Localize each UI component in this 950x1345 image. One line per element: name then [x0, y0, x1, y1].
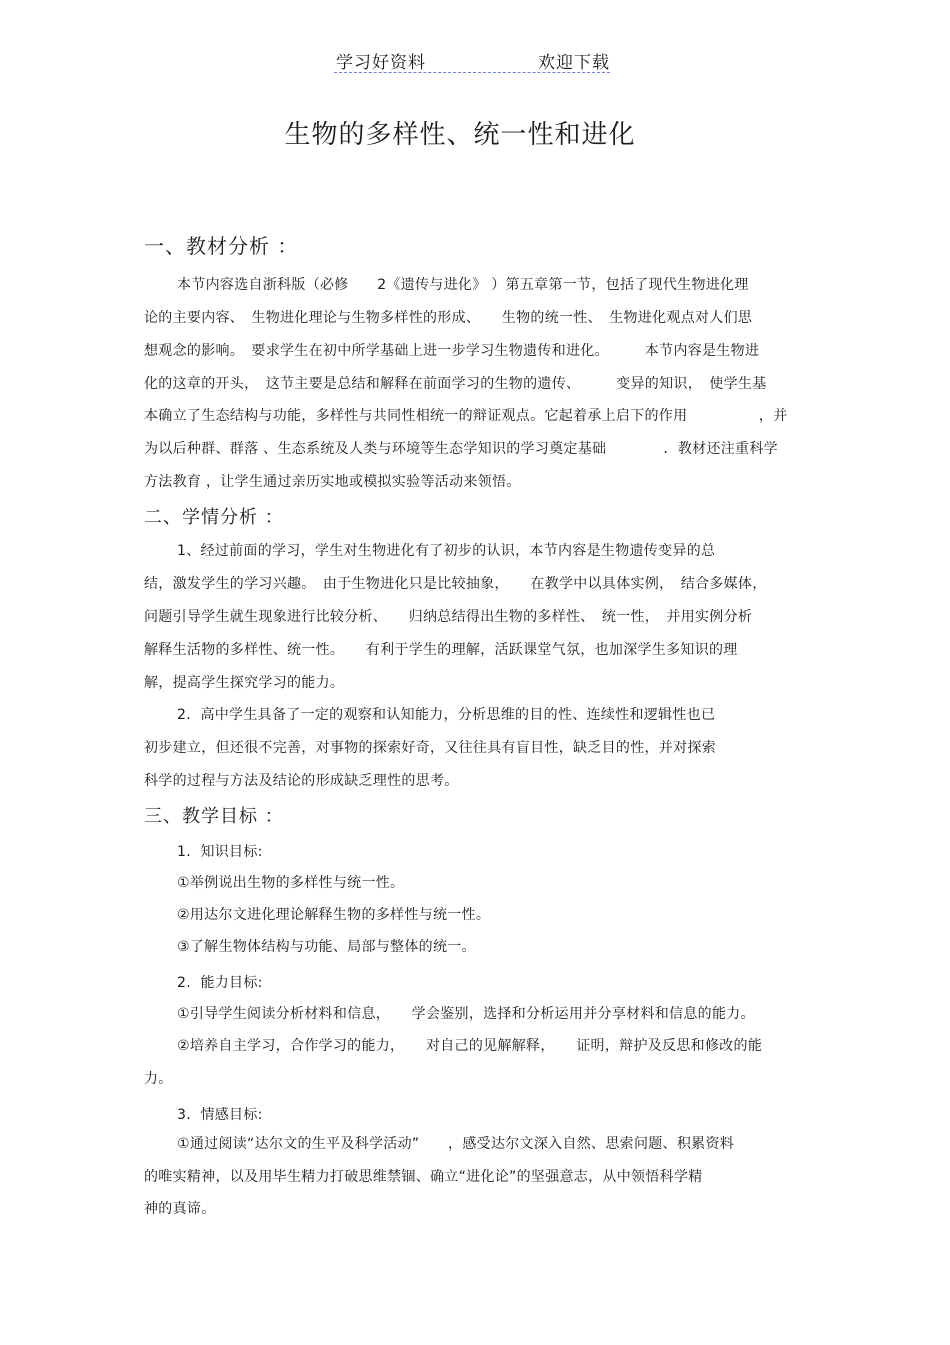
paragraph-line: 为以后种群、群落 、生态系统及人类与环境等生态学知识的学习奠定基础 ．教材还注重科学	[144, 441, 778, 457]
paragraph-line: 问题引导学生就生现象进行比较分析、 归纳总结得出生物的多样性、 统一性， 并用实例分析	[144, 609, 753, 625]
subsection-label: 1. 知识目标:	[177, 844, 263, 860]
paragraph-line: 2. 高中学生具备了一定的观察和认知能力，分析思维的目的性、连续性和逻辑性也已	[177, 707, 716, 723]
paragraph-line: 结，激发学生的学习兴趣。 由于生物进化只是比较抽象， 在教学中以具体实例， 结合多媒体，	[144, 576, 767, 592]
paragraph-line: 想观念的影响。 要求学生在初中所学基础上进一步学习生物遗传和进化。 本节内容是生物进	[144, 343, 760, 359]
paragraph-line: 化的这章的开头， 这节主要是总结和解释在前面学习的生物的遗传、 变异的知识， 使学生基	[144, 376, 767, 392]
paragraph-line: 解释生活物的多样性、统一性。 有利于学生的理解，活跃课堂气氛，也加深学生多知识的理	[144, 642, 738, 658]
paragraph-line: 神的真谛。	[144, 1201, 216, 1217]
section-heading: 二、学情分析 ：	[144, 507, 284, 528]
paragraph-line: 1、经过前面的学习，学生对生物进化有了初步的认识，本节内容是生物遗传变异的总	[177, 543, 716, 559]
paragraph-line: 本节内容选自浙科版（必修 2《遗传与进化》 ）第五章第一节，包括了现代生物进化理	[177, 277, 749, 293]
list-item: ②用达尔文进化理论解释生物的多样性与统一性。	[177, 907, 491, 923]
list-item: ①举例说出生物的多样性与统一性。	[177, 875, 405, 891]
list-item: ①通过阅读“达尔文的生平及科学活动” ，感受达尔文深入自然、思索问题、积累资料	[177, 1136, 735, 1152]
paragraph-line: 方法教育 ，让学生通过亲历实地或模拟实验等活动来领悟。	[144, 474, 521, 490]
paragraph-line: 解，提高学生探究学习的能力。	[144, 675, 345, 691]
subsection-label: 2. 能力目标:	[177, 975, 263, 991]
page-header	[334, 44, 610, 73]
section-heading: 一、教材分析 ：	[144, 234, 299, 258]
section-heading: 三、教学目标 ：	[144, 806, 284, 827]
header-left-text: 学习好资料	[336, 53, 426, 73]
paragraph-line: 力。	[144, 1071, 173, 1087]
list-item: ③了解生物体结构与功能、局部与整体的统一。	[177, 939, 476, 955]
list-item: ②培养自主学习，合作学习的能力， 对自己的见解解释， 证明，辩护及反思和修改的能	[177, 1038, 763, 1054]
paragraph-line: 论的主要内容、 生物进化理论与生物多样性的形成、 生物的统一性、 生物进化观点对人们思	[144, 310, 753, 326]
subsection-label: 3. 情感目标:	[177, 1107, 263, 1123]
paragraph-line: 的唯实精神，以及用毕生精力打破思维禁锢、确立“进化论”的坚强意志，从中领悟科学精	[144, 1169, 703, 1185]
list-item: ①引导学生阅读分析材料和信息， 学会鉴别，选择和分析运用并分享材料和信息的能力。	[177, 1006, 755, 1022]
header-right-text: 欢迎下载	[538, 53, 610, 73]
paragraph-line: 科学的过程与方法及结论的形成缺乏理性的思考。	[144, 773, 459, 789]
document-title: 生物的多样性、统一性和进化	[284, 120, 636, 150]
paragraph-line: 本确立了生态结构与功能，多样性与共同性相统一的辩证观点。它起着承上启下的作用 ，并	[144, 408, 788, 424]
paragraph-line: 初步建立，但还很不完善，对事物的探索好奇，又往往具有盲目性，缺乏目的性，并对探索	[144, 740, 716, 756]
